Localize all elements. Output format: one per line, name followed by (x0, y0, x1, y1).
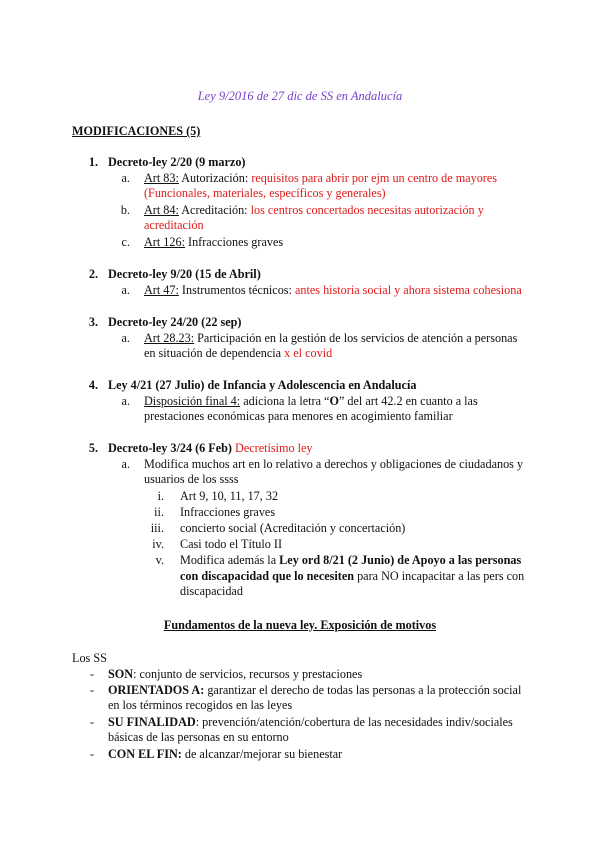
item-4a-line (144, 394, 478, 409)
item-5a-line-2: usuarios de los ssss (144, 472, 239, 486)
item-2-number: 2. (88, 267, 98, 281)
bold-law-reference: con discapacidad que lo necesiten (180, 569, 355, 583)
roman-iii: iii. (150, 521, 164, 535)
item-1c-letter: c. (121, 235, 130, 249)
red-annotation: los centros concertados necesitas autorización y (250, 203, 484, 217)
bullet-finalidad (108, 715, 513, 730)
red-annotation-continued: (Funcionales, materiales, específicos y generales) (144, 186, 386, 200)
item-text: Participación en la gestión de los servicios de atención a personas (194, 331, 518, 345)
bullet-text: : conjunto de servicios, recursos y prestaciones (133, 667, 363, 681)
item-1b-line (144, 203, 484, 218)
red-annotation: Decretísimo ley (231, 441, 313, 455)
bullet-orientados-line-2: en los términos recogidos en las leyes (108, 698, 293, 712)
item-1b-letter: b. (120, 203, 130, 217)
item-text: en situación de dependencia (144, 346, 285, 360)
roman-i: i. (157, 489, 164, 503)
article-reference: Art 126: (144, 235, 185, 249)
fundamentos-heading: Fundamentos de la nueva ley. Exposición de motivos (163, 618, 437, 632)
los-ss-label: Los SS (72, 651, 107, 665)
item-2a-letter: a. (121, 283, 130, 297)
article-reference: Art 84: (144, 203, 179, 217)
roman-v-line-2 (180, 569, 524, 584)
roman-iii-text: concierto social (Acreditación y concertación) (180, 521, 406, 535)
bullet-son (108, 667, 362, 682)
item-1a-line (144, 171, 497, 186)
bullet-text: garantizar el derecho de todas las personas a la protección social (204, 683, 522, 697)
bullet-keyword: CON EL FIN: (108, 747, 182, 761)
article-reference: Art 47: (144, 283, 179, 297)
bullet-keyword: SON (108, 667, 134, 681)
item-text: Modifica además la (180, 553, 280, 567)
bullet-text: : prevención/atención/cobertura de las necesidades indiv/sociales (195, 715, 513, 729)
bullet-keyword: ORIENTADOS A: (108, 683, 205, 697)
item-3-number: 3. (88, 315, 98, 329)
roman-i-text: Art 9, 10, 11, 17, 32 (180, 489, 279, 503)
item-3-title: Decreto-ley 24/20 (22 sep) (108, 315, 242, 329)
item-5a-line: Modifica muchos art en lo relativo a derechos y obligaciones de ciudadanos y (144, 457, 524, 471)
bullet-orientados (108, 683, 521, 698)
bullet-dash: - (90, 683, 95, 697)
bold-letter: O (329, 394, 339, 408)
bullet-keyword: SU FINALIDAD (108, 715, 196, 729)
red-annotation: requisitos para abrir por ejm un centro de mayores (251, 171, 498, 185)
article-reference: Disposición final 4: (144, 394, 241, 408)
item-2a-line (144, 283, 522, 298)
item-2-title: Decreto-ley 9/20 (15 de Abril) (108, 267, 261, 281)
item-text: para NO incapacitar a las pers con (354, 569, 525, 583)
item-text: Acreditación: (178, 203, 251, 217)
item-text: Infracciones graves (184, 235, 284, 249)
item-3a-line (144, 331, 517, 346)
item-text: Autorización: (178, 171, 252, 185)
item-5-number: 5. (88, 441, 98, 455)
item-text: adiciona la letra “ (240, 394, 330, 408)
item-4-number: 4. (88, 378, 98, 392)
item-5-title-line (108, 441, 313, 456)
red-annotation-continued: acreditación (144, 218, 204, 232)
roman-ii: ii. (154, 505, 164, 519)
roman-ii-text: Infracciones graves (180, 505, 276, 519)
item-5-title: Decreto-ley 3/24 (6 Feb) (108, 441, 232, 455)
bullet-dash: - (90, 715, 95, 729)
item-3a-line-2 (144, 346, 332, 361)
article-reference: Art 83: (144, 171, 179, 185)
bullet-dash: - (90, 667, 95, 681)
bullet-dash: - (90, 747, 95, 761)
modificaciones-heading: MODIFICACIONES (5) (72, 124, 201, 138)
item-text: ” del art 42.2 en cuanto a las (338, 394, 478, 408)
item-4a-letter: a. (121, 394, 130, 408)
item-4a-line-2: prestaciones económicas para menores en acogimiento familiar (144, 409, 453, 423)
item-text: Instrumentos técnicos: (178, 283, 295, 297)
bullet-fin (108, 747, 342, 762)
item-1a-letter: a. (121, 171, 130, 185)
roman-v-line (180, 553, 521, 568)
roman-iv-text: Casi todo el Título II (180, 537, 283, 551)
red-annotation: x el covid (284, 346, 333, 360)
item-1-title: Decreto-ley 2/20 (9 marzo) (108, 155, 246, 169)
roman-iv: iv. (152, 537, 164, 551)
roman-v-line-3: discapacidad (180, 584, 243, 598)
bold-law-reference: Ley ord 8/21 (2 Junio) de Apoyo a las personas (279, 553, 522, 567)
article-reference: Art 28.23: (144, 331, 195, 345)
item-3a-letter: a. (121, 331, 130, 345)
item-1c-line (144, 235, 283, 250)
bullet-text: de alcanzar/mejorar su bienestar (181, 747, 343, 761)
item-1-number: 1. (88, 155, 98, 169)
document-title: Ley 9/2016 de 27 dic de SS en Andalucía (197, 89, 403, 103)
red-annotation: antes historia social y ahora sistema cohesiona (294, 283, 522, 297)
item-5a-letter: a. (121, 457, 130, 471)
bullet-finalidad-line-2: básicas de las personas en su entorno (108, 730, 289, 744)
item-4-title: Ley 4/21 (27 Julio) de Infancia y Adolescencia en Andalucía (108, 378, 417, 392)
roman-v: v. (155, 553, 164, 567)
